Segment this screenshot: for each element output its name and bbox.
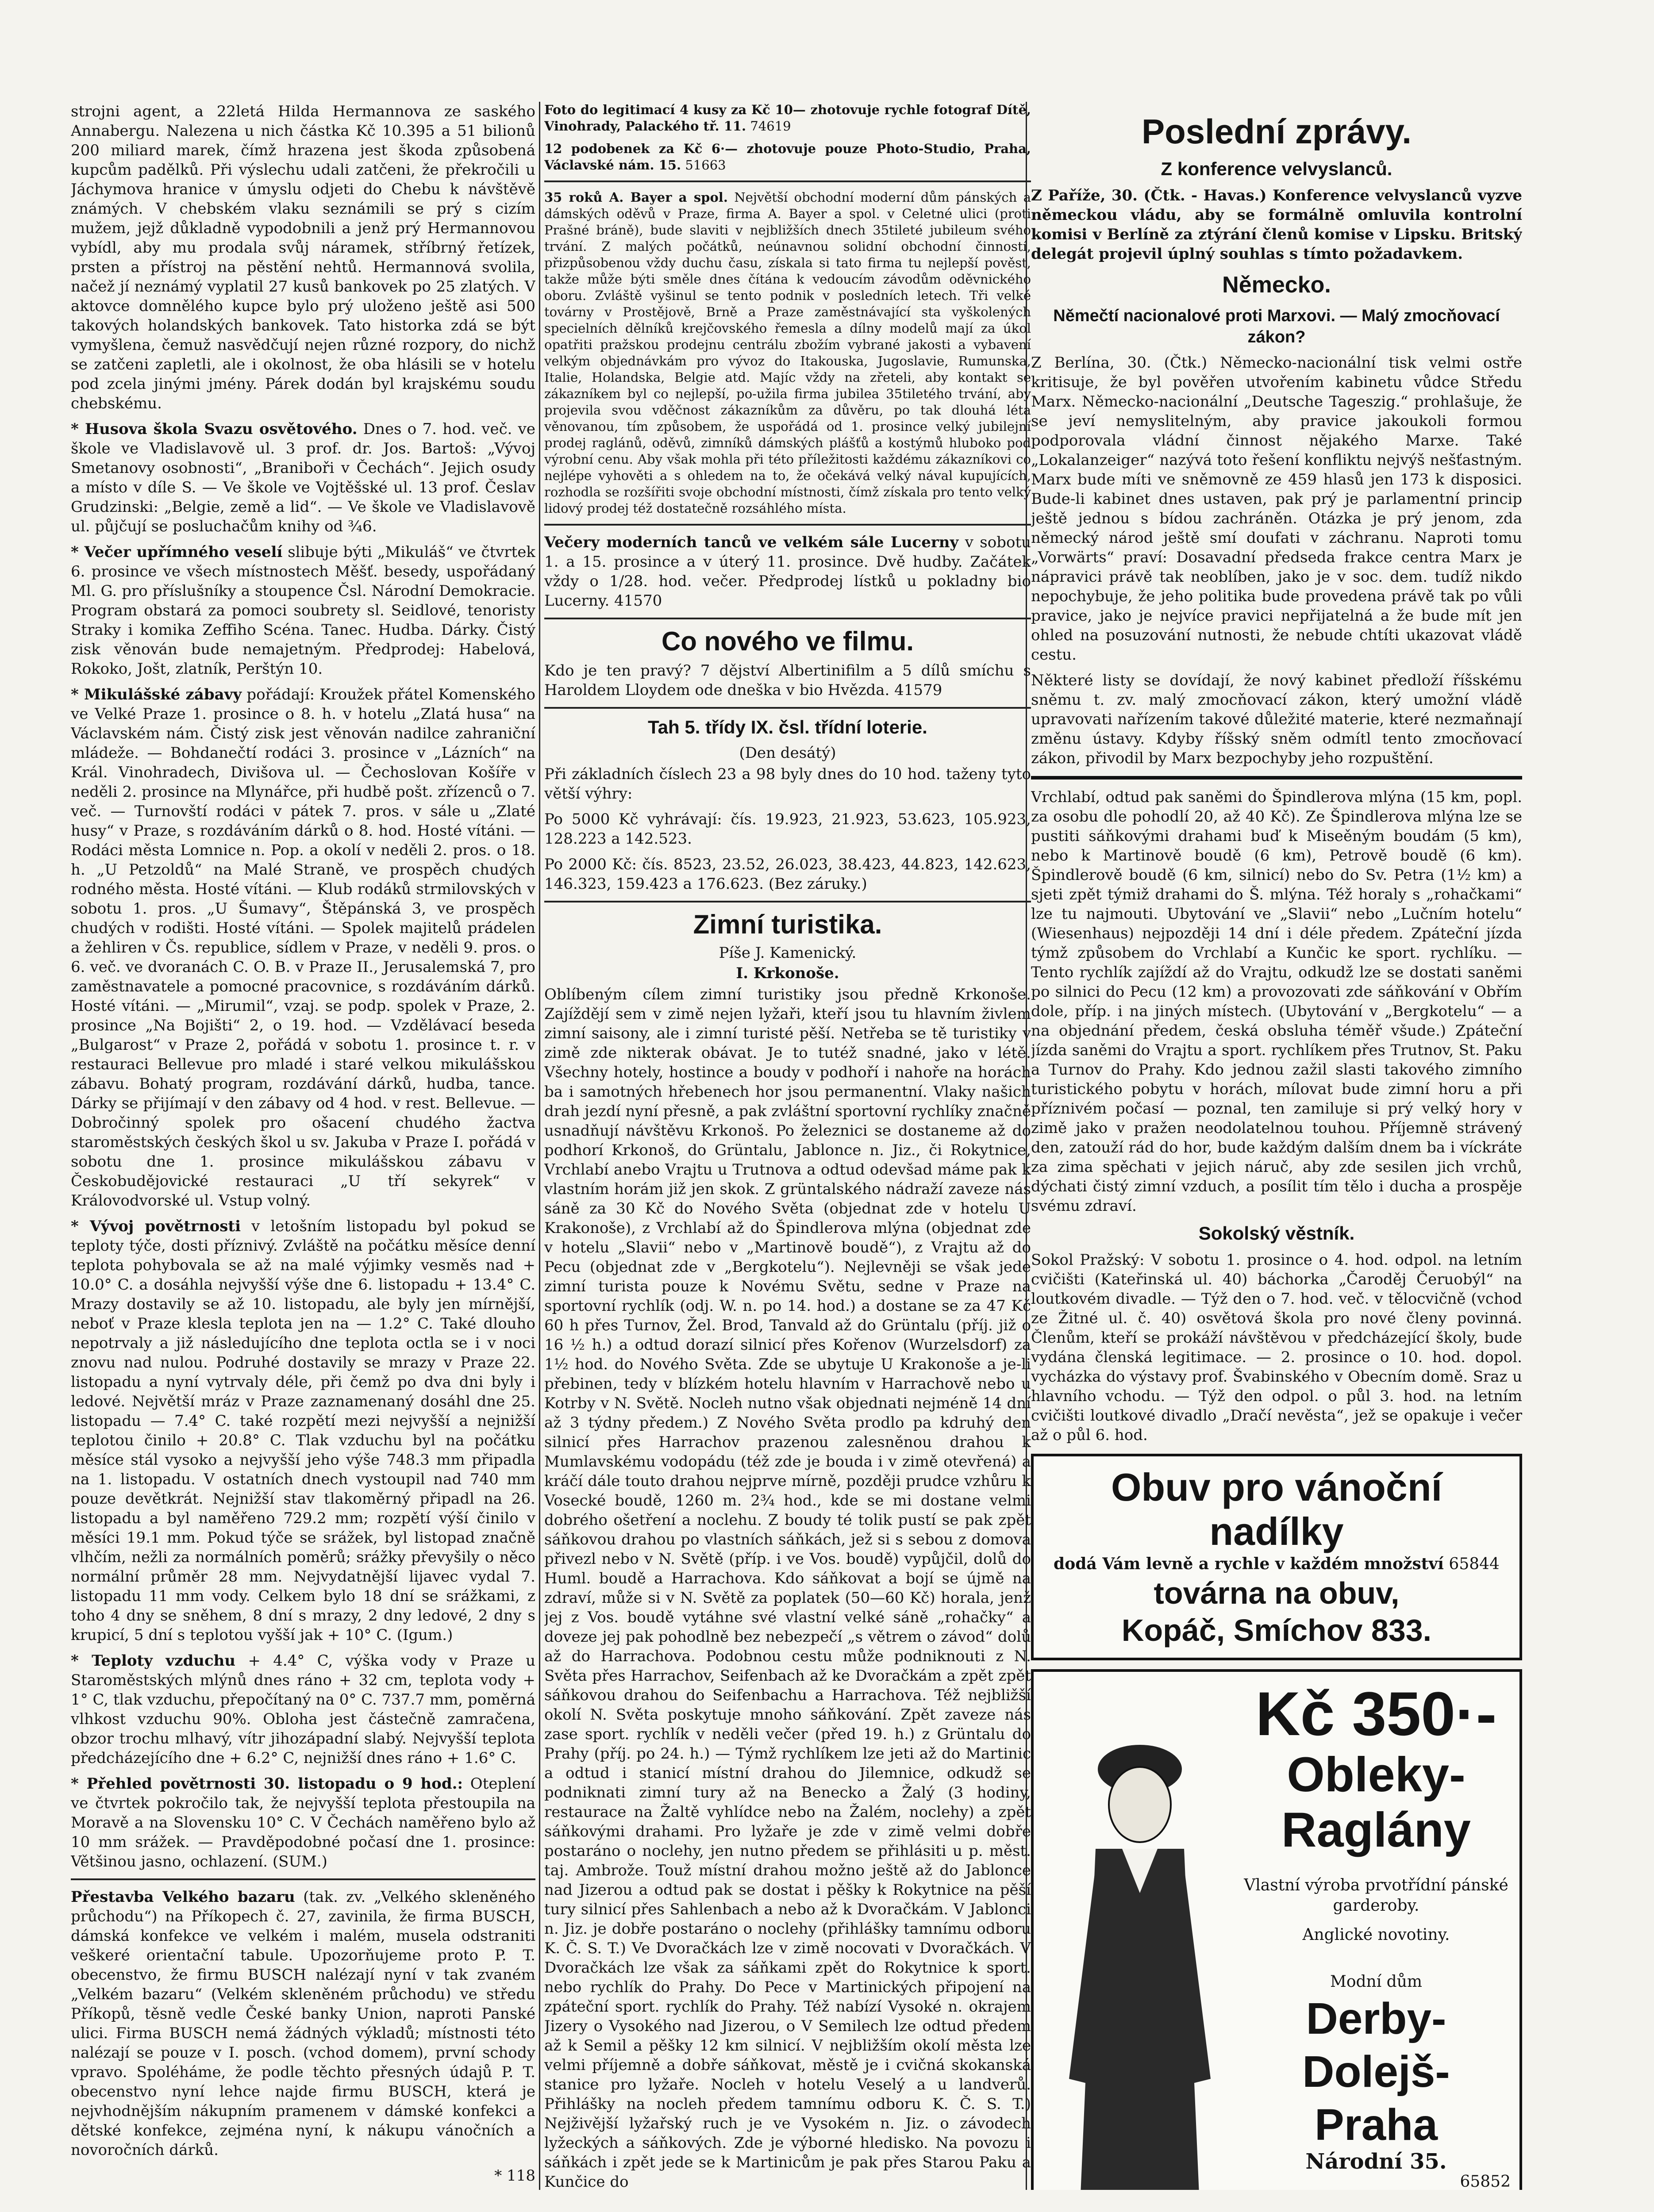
news-subheading: Němečtí nacionalové proti Marxovi. — Malý zmocňovací zákon? [1053,307,1500,346]
item-text: (tak. zv. „Velkého skleněného průchodu“) na Příkopech č. 27, zavinila, že firma BUSCH, dámská konfekce ve velkém i malém, musela odstraniti veškeré orientační tabule. Upozorňujeme proto P. T. obecenstvo, že firmu BUSCH nalézají nyní v tak zvaném „Velkém bazaru“ (Velkém skleněném průchodu) ve středu Příkopů, těsně vedle České banky Union, naproti Panské ulici. Firma BUSCH nemá žádných výkladů; místnosti této nalézají se pouze v I. posch. (vchod domem), první schody vpravo. Spoléháme, že podle těchto přesných údajů P. T. obecenstvo nyní lehce najde firmu BUSCH, která je nejvhodnějším nákupním pramenem v dámské konfekci a dětské konfekce, zejména nyní, k nákupu vánočních a novoročních dárků. [71,1888,535,2159]
ad-headline: Obuv pro vánoční nadílky [1111,1465,1442,1553]
item-heading: * Teploty vzduchu [71,1652,236,1670]
item-text: pořádají: Kroužek přátel Komenského ve Velké Praze 1. prosince o 8. h. v hotelu „Zlatá husa“ na Václavském nám. Čistý zisk jest věnován nadilce zahraniční mládeže. — Bohdanečtí rodáci 3. prosince v „Lázních“ na Král. Vinohradech, Divišova ul. — Čechoslovan Košíře v neděli 2. prosince na Mlynářce, při hudbě pošt. zřízenců o 7. več. — Turnovští rodáci v pátek 7. pros. v sále u „Zlaté husy“ v Praze, s rozdáváním dárků o 8. hod. Hosté vítáni. — Rodáci města Lomnice n. Pop. a okolí v neděli 2. pros. o 18. h. „U Petzoldů“ na Malé Straně, ve prospěch chudých rodného města. Hosté vítáni. — Klub rodáků strmilovských v sobotu 1. pros. „U Šumavy“, Štěpánská 3, ve prospěch chudých v rodišti. Hosté vítáni. — Spolek majitelů prádelen a žehliren v Čs. republice, sídlem v Praze, v neděli 9. pros. o 6. več. ve dvoranách C. O. B. v Praze II., Jerusalemská 7, pro zaměstnavatele a pomocné pracovnice, s rozdáváním dárků. Hosté vítáni. — „Mirumil“, vzaj. se podp. spolek v Praze, 2. prosince „Na Bojišti“ 2, o 19. hod. — Vzdělávací beseda „Bulgarost“ v Praze 2, pořádá v sobotu 1. prosince t. r. v restauraci Bellevue pro mladé i staré velkou mikulášskou zábavu. Bohatý program, rozdávání dárků, hudba, tance. Dárky se přijímají v den zábavy od 4 hod. v rest. Bellevue. — Dobročinný spolek pro ošacení chudého žactva staroměstských českých škol u sv. Jakuba v Praze I. pořádá v sobotu dne 1. prosince mikulášskou zábavu v Českobudějovické restauraci „U tří sekyrek“ v Královodvorské ul. Vstup volný. [71,686,535,1210]
ad-film [544,661,1031,700]
ad-address: Národní 35. [1305,2149,1447,2174]
item-heading: Přestavba Velkého bazaru [71,1888,295,1906]
ad-code: 41570 [614,592,662,610]
paragraph [71,542,535,679]
paragraph [71,1774,535,1871]
column-divider [539,102,540,2190]
ad-line: dodá Vám levně a rychle v každém množství [1054,1555,1444,1573]
paragraph [71,419,535,536]
divider [544,618,1031,619]
man-illustration [1042,1681,1233,2190]
paragraph: strojni agent, a 22letá Hilda Hermannova ze saského Annabergu. Nalezena u nich částka Kč 10.395 a 51 bilionů 200 miliard marek, čímž hrazena jest škoda způsobená kupcům padělků. Při výslechu udali zatčeni, že překročili u Jáchymova hranice v úmyslu odjeti do Chebu k návštěvě známých. V chebském vlaku seznámili se prý s cizím mužem, jejž důkladně vypodobnili a jenž prý Hermannovou vybídl, aby mu prodala svůj náramek, stříbrný řetízek, prsten a přístroj na pěstění nehtů. Hermannová svolila, načež jí neznámý vyplatil 27 kusů bankovek po 25 zlatých. V aktovce domnělého kupce bylo prý uloženo ještě asi 500 takových holandských bankovek. Tato historka zdá se být vymyšlena, čemuž nasvědčují nejen různé rozpory, do nichž se zatčeni zapletli, ale i okolnost, že oba hlásili se v hotelu pod zcela jinými jmény. Párek dodán byl krajskému soudu chebskému. [71,103,535,412]
ad-text: Kdo je ten pravý? 7 dějství Albertinifilm a 5 dílů smíchu s Haroldem Lloydem ode dneška v bio Hvězda. [544,662,1031,699]
ad-photo [544,102,1031,134]
article-continuation: Vrchlabí, odtud pak saněmi do Špindlerova mlýna (15 km, popl. za osobu dle pohodlí 20, až 40 Kč). Ze Špindlerova mlýna lze se pustiti sáňkovými drahami buď k Miseěným boudám (5 km), nebo k Martinově boudě (6 km), Petrově boudě (6 km). Špindlerově boudě (6 km, silnicí) nebo do Sv. Petra (1½ km) a sjeti zpět týmiž drahami do Š. mlýna. Též horaly s „rohačkami“ lze tu najmouti. Ubytování ve „Slavii“ nebo „Lučním hotelu“ (Wiesenhaus) nejpozději 14 dní i déle předem. Zpáteční jízda týmž způsobem do Vrchlabí a Kunčic ke sport. rychlíku. — Tento rychlík zajíždí až do Vrajtu, odkudž lze se dostati saněmi po silnici do Pecu (12 km) a provozovati zde sáňkování v Obřím dole, příp. i na jiných místech. (Ubytování v „Bergkotelu“ — a na objednání předem, česká obsluha téměř všude.) Zpáteční jízda saněmi do Vrajtu a sport. rychlíkem přes Trutnov, St. Paku a Turnov do Prahy. Kdo jednou zažil slasti takového zimního turistického pobytu v horách, mílovat bude zimní horu a při příznivém počasí — poznal, ten zamiluje si prý velký hory v zimě jako v pražen neodolatelnou touhou. Příjemně strávený den, zatouží rád do hor, bude každým dalším dnem ba i víckráte za zima spěchati v jejich náruč, aby zde sesilen jich vrchů, dýchati čistý zimní vzduch, a posílit tím tělo i ducha a prospěje svému zdraví. [1031,788,1522,1215]
lottery-text: Po 5000 Kč vyhrávají: čís. 19.923, 21.923, 53.623, 105.923, 128.223 a 142.523. [544,810,1031,848]
ad-line: Kopáč, Smíchov 833. [1121,1613,1432,1647]
sokol-heading: Sokolský věstník. [1198,1223,1355,1244]
ad-line: Anglické novotiny. [1302,1926,1450,1944]
ad-line: továrna na obuv, [1154,1576,1400,1610]
item-heading: * Večer upřímného veselí [71,543,283,561]
ad-code: 41579 [894,681,942,699]
paragraph [71,1651,535,1768]
news-heading: Německo. [1222,272,1331,298]
ad-heading: Večery moderních tanců ve velkém sále Lucerny [544,534,959,551]
item-heading: * Vývoj povětrnosti [71,1217,241,1235]
ad-shoes [1031,1454,1522,1660]
ad-line: Modní dům [1330,1973,1423,1991]
ad-bayer [544,189,1031,517]
divider [544,180,1031,182]
column-right [1031,102,1522,2190]
article-title: Zimní turistika. [693,910,882,939]
divider [1031,776,1522,780]
ad-code: * 118 [494,2167,535,2185]
article-subheading: I. Krkonoše. [736,964,839,982]
item-text: + 4.4° C, výška vody v Praze u Staroměstských mlýnů dnes ráno + 32 cm, teplota vody + 1° C, tlak vzduchu, přepočítaný na 0° C. 737.7 mm, poměrná vlhkost vzduchu 90%. Obloha jest částečně zamračena, obzor trochu mlhavý, vítr jihozápadní slabý. Nejvyšší teplota předcházejícího dne + 6.2° C, nejnižší dnes ráno + 1.6° C. [71,1652,535,1767]
ad-code: 65844 [1449,1555,1500,1573]
divider [71,1878,535,1880]
article-byline: Píše J. Kamenický. [719,944,857,962]
divider [544,901,1031,902]
paragraph [71,685,535,1210]
lottery-text: Při základních číslech 23 a 98 byly dnes do 10 hod. taženy tyto větší výhry: [544,765,1031,803]
column-left [71,102,535,2190]
news-heading: Z konference velvyslanců. [1161,158,1392,179]
ad-line: Vlastní výroba prvotřídní pánské garderoby. [1244,1876,1508,1915]
item-text: v letošním listopadu byl pokud se teploty týče, dosti příznivý. Zvláště na počátku měsíce denní teplota pohybovala se až na malé výjimky vesměs nad + 10.0° C. a dosáhla nejvyšší výše dne 6. listopadu + 13.4° C. Mrazy dostavily se až 10. listopadu, ale byly jen mírnější, neboť v Praze klesla teplota jen na — 1.2° C. Také dlouho nepotrvaly a již následujícího dne teplota octla se i v noci znovu nad nulou. Podruhé dostavily se mrazy v Praze 22. listopadu a nyní vytrvaly déle, při čemž po dva dni byly i ledové. Největší mráz v Praze zaznamenaný dosáhl dne 25. listopadu — 7.4° C. také rozpětí mezi nejvyšší a nejnižší teplotou činilo + 20.8° C. Tlak vzduchu byl na počátku měsíce stál vysoko a nejvyšší jeho výše 748.3 mm připadla na 1. listopadu. V ostatních dnech vystoupil nad 740 mm pouze devětkrát. Nejnižší stav tlakoměrný připadl na 26. listopadu a byl naměřeno 729.2 mm; rozpětí výší činilo v měsíci 19.1 mm. Pokud týče se srážek, byl listopad značně vlhčím, nežli za normálních poměrů; srážky převyšily o něco normální průměr 28 mm. Nejvydatnější lijavec vydal 7. listopadu 11 mm vody. Celkem bylo 18 dní se srážkami, z toho 4 dny se sněhem, 8 dní s mrazy, 2 dny ledové, 2 dny s krupicí, 5 dní s teplotou vyšší jak + 10° C. (Igum.) [71,1217,535,1644]
ad-clothing [1031,1669,1522,2190]
news-text: Z Paříže, 30. (Čtk. - Havas.) Konference velvyslanců vyzve německou vládu, aby se formálně omluvila kontrolní komisi v Berlíně za ztýrání členů komise v Lipsku. Britský delegát projevil úplný souhlas s tímto požadavkem. [1031,187,1522,263]
ad-text: Foto do legitimací 4 kusy za Kč 10— zhotovuje rychle fotograf Dítě, Vinohrady, Palackého tř. 11. [544,102,1031,134]
sokol-text: Sokol Pražský: V sobotu 1. prosince o 4. hod. odpol. na letním cvičišti (Kateřinská ul. 40) báchorka „Čaroděj Čeruobýl“ na loutkovém divadle. — Týž den o 7. hod. več. v tělocvičně (vchod ze Žitné ul. č. 40) osvětová škola pro nové členy povinná. Členům, kteří se prokáží návštěvou v předcházející školy, bude vydána členská legitimace. — 2. prosince o 10. hod. dopol. vycházka do výstavy prof. Švabinského v Obecním domě. Sraz u hlavního vchodu. — Týž den odpol. o půl 3. hod. na letním cvičišti loutkové divadlo „Dračí nevěsta“, jež se opakuje i večer až o půl 6. hod. [1031,1251,1522,1444]
ad-store-name: Derby-Dolejš-Praha [1302,1994,1450,2150]
ad-lucerna [544,533,1031,611]
paragraph [71,1887,535,2160]
ad-code: 65852 [1460,2173,1511,2190]
ad-clothing-text [1233,1681,1511,2190]
item-text: slibuje býti „Mikuláš“ ve čtvrtek 6. prosince ve všech místnostech Měšť. besedy, uspořádaný Ml. G. pro příslušníky a stoupence Čsl. Národní Demokracie. Program obstará za pomoci soubrety sl. Seidlové, tenoristy Straky i komika Zeffiho Scéna. Tanec. Hudba. Dárky. Čistý zisk věnován bude nemajetným. Předprodej: Habelová, Rokoko, Jošt, zlatník, Perštýn 10. [71,543,535,678]
item-heading: * Mikulášské zábavy [71,686,242,703]
ad-price: Kč 350·- [1255,1679,1497,1748]
paragraph [71,1217,535,1645]
column-middle [544,102,1031,2190]
divider [544,524,1031,526]
lottery-heading: Tah 5. třídy IX. čsl. třídní loterie. [648,717,927,737]
ad-code: 51663 [685,157,726,173]
ad-text: v sobotu 1. a 15. prosince a v úterý 11. prosince. Dvě hudby. Začátek vždy o 1/28. hod. večer. Předprodej lístků u pokladny bio Lucerny. [544,534,1031,610]
lottery-text: Po 2000 Kč: čís. 8523, 23.52, 26.023, 38.423, 44.823, 142.623, 146.323, 159.423 a 176.623. (Bez záruky.) [544,856,1031,893]
ad-text [1042,1554,1511,1575]
item-text: Dnes o 7. hod. več. ve škole ve Vladislavově ul. 3 prof. dr. Jos. Bartoš: „Vývoj Smetanovy osobnosti“, „Braniboři v Čechách“. Jejich osudy a místo v díle S. — Ve škole ve Vojtěšské ul. 13 prof. Česlav Grudzinski: „Belgie, země a lid“. — Ve škole ve Vladislavově ul. půjčují se posluchačům knihy od ¾6. [71,420,535,535]
lottery-subheading: (Den desátý) [739,744,836,762]
article-body: Oblíbeným cílem zimní turistiky jsou předně Krkonoše. Zajíždějí sem v zimě nejen lyžaři, kteří jsou tu hlavním živlem zimní saisony, ale i zimní turisté pěší. Netřeba se tě turistiky v zimě zde nikterak obávat. Je to tutéž snadné, jako v létě. Všechny hotely, hostince a boudy v podhoří i nahoře na horách ba i samotných hřebenech hor jsou permanentní. Vlaky našich drah jezdí nyní přesně, a pak zvláštní sportovní rychlíky značně usnadňují návštěvu Krkonoš. Po železnici se dostaneme až do podhorí Krkonoš, do Grüntalu, Jablonce n. Jiz., či Rokytnice, Vrchlabí anebo Vrajtu u Trutnova a odtud odevšad máme pak k vlastním horám již jen skok. Z grüntalského nádraží zaveze nás sáně za 30 Kč do Nového Světa (objednat zde v hotelu U Krakonoše), z Vrchlabí až do Špindlerova mlýna (objednat zde v hotelu „Slavii“ nebo v „Martinově boudě“), z Vrajtu až do Pecu (objednat zde v „Bergkotelu“). Nejlevněji se však jede zimní turista pouze k Novému Světu, sedne v Praze na sportovní rychlík (odj. W. n. po 14. hod.) a dostane se za 47 Kč 60 h přes Turnov, Žel. Brod, Tanvald až do Grüntalu (příj. již o 16 ½ h.) a odtud dorazí silnicí přes Kořenov (Wurzelsdorf) za 1½ hod. do Nového Světa. Zde se ubytuje U Krakonoše a je-li přebinen, tedy v blízkém hotelu hlavním v Harrachově nebo u Kotrby v N. Světě. Nocleh nutno však objednati nejméně 14 dní až 3 týdny předem.) Z Nového Světa prodlo pa kdruhý den silnicí přes Harrachov prazenou zalesněnou drahou k Mumlavskému vodopádu (též zde je bouda i v zimě otevřená) a kráčí dále touto drahou nejprve mírně, později prudce vzhůru k Vosecké boudě, 1260 m. 2¾ hod., kde se mi dostane velmi dobrého ošetření a noclehu. Z boudy té tolik pustí se pak zpět sáňkovou drahou po vlastních sáňkách, jež si s sebou z domova přivezl nebo v N. Světě (příp. i ve Vos. boudě) vypůjčil, dolů do Huml. boudě a Harrachova. Kdo sáňkovat a bojí se újmě na zdraví, může si v N. Světě za poplatek (50—60 Kč) horala, jenž jej z Vos. boudě vytáhne své vlastní velké sáně „rohačky“ a doveze jej pak pohodlně bez nebezpečí „s větrem o závod“ dolů až do Harrachova. Podobnou cestu může podniknouti z N. Světa přes Harrachov, Seifenbach až ke Dvoračkám a zpět zpět sáňkovou drahou do Seifenbachu a Harrachova. Též nejbližší okolí N. Světa poskytuje mnoho sáňkování. Zpět zaveze nás zase sport. rychlík v neděli večer (před 19. h.) z Grüntalu do Prahy (příj. po 24. h.) — Týmž rychlíkem lze jeti až do Martinic a odtud i stanicí místní drahou do Jilemnice, odkudž se podniknati zimní tury až na Benecko a Žalý (3 hodiny, restaurace na Žaltě vyhlídce nebo na Žalém, noclehy) a zpět sáňkovými drahami. Pro lyžaře je zde v zimě velmi dobře postaráno o noclehy, jen nutno předem se přihlásiti u p. měst. taj. Ambrože. Touž místní drahou možno ještě až do Jablonce nad Jizerou a odtud pak se dostat i pěšky k Rokytnice na pěší tury silnicí přes Sahlenbach a nebo až k Dvoračkám. V Jablonci n. Jiz. je dobře postaráno o noclehy (přihlášky tamnímu odboru K. Č. S. T.) Ve Dvoračkách lze v zimě nocovati v Dvoračkách. V Dvoračkách lze však za sáňkami zpět do Rokytnice k sport. nebo rychlík do Prahy. Do Pece v Martinických připojení na zpáteční sport. rychlík do Prahy. Též nabízí Vysoké n. okrajem Jizery o Vysokého nad Jizerou, o V Semilech lze odtud předem až k Semil a pěšky 12 km silnicí. V nejbližším okolí města lze velmi příjemně a dobře sáňkovat, městě je i cvičná skokanská stanice pro lyžaře. Nocleh v hotelu Veselý a u landverů. Přihlášky na nocleh předem tamnímu odboru K. Č. S. T.) Nejživější lyžařský ruch je ve Vysokém n. Jiz. o závodech lyžeckých a sáňkových. Zde je výborné hledisko. Na povozu i sáňkách i zpět jede se k Martinicům je pak přes Starou Paku a Kunčice do [544,986,1031,2190]
man-figure-icon [1042,1681,1233,2190]
news-text: Z Berlína, 30. (Čtk.) Německo-nacionální tisk velmi ostře kritisuje, že byl pověřen utvořením kabinetu vůdce Středu Marx. Německo-nacionální „Deutsche Tageszig.“ prohlašuje, že se jeví nemyslitelným, aby pravice jakoukoli formou podporovala vládní činnost nějakého Marxe. Také „Lokalanzeiger“ nazývá toto řešení konfliktu nejvýš nešťastným. Marx bude míti ve sněmovně ze 459 hlasů jen 173 k disposici. Bude-li kabinet dnes ustaven, pak prý je parlamentní princip ještě jednou s bídou zachráněn. Otázka je prý jenom, zda německý národ ještě smí doufati v záchranu. Naproti tomu „Vorwärts“ praví: Dosavadní předseda frakce centra Marx je nápravici právě tak neoblíben, jako je v soc. dem. tudíž nikdo nepochybuje, že jeho politika bude provedena právě tak po vůli pravice, jako je nejvíce pravici nepřijatelná a že bude mít jen ohled na posuzování nutnosti, že nebude chtíti ukazovat vládě cestu. [1031,354,1522,664]
film-heading: Co nového ve filmu. [661,626,914,656]
divider [544,707,1031,709]
ad-text: 12 podobenek za Kč 6·— zhotovuje pouze Photo-Studio, Praha, Václavské nám. 15. [544,141,1031,173]
ad-code: 74619 [750,119,791,134]
news-text: Některé listy se dovídají, že nový kabinet předloží říšskému sněmu t. zv. malý zmocňovací zákon, který umožní vládě upravovati nařízením takové důležité materie, které nezmaňnají změnu ústavy. Kdyby říšský sněm odmítl tento zmocňovací zákon, přivodil by Marx bezpochyby jeho rozpuštění. [1031,672,1522,767]
item-heading: * Přehled povětrnosti 30. listopadu o 9 hod.: [71,1775,463,1793]
ad-photo [544,141,1031,173]
item-heading: * Husova škola Svazu osvětového. [71,420,358,438]
news-section-heading: Poslední zprávy. [1142,112,1412,151]
ad-text: Největší obchodní moderní dům pánských a dámských oděvů v Praze, firma A. Bayer a spol. v Celetné ulici (proti Prašné bráně), bude slaviti v nejbližších dnech 35tileté jubileum svého trvání. Z malých počátků, neúnavnou solidní obchodní činností, přizpůsobenou vždy duchu času, získala si tato firma tu nejlepší pověst, takže může býti směle dnes čítána k vedoucím závodům oděvnického oboru. Zvláště vyšinul se tento podnik v posledních letech. Tři velké továrny v Prostějově, Brně a Praze zaměstnávající sta vyškolených specielních dělníků krejčovského řemesla a dílny modelů mají za úkol opatřiti pražskou prodejnu centrálu zbožím vybrané jakosti a vybavení velkým objednávkám pro vývoz do Itakouska, Jugoslavie, Rumunska, Italie, Holandska, Belgie atd. Majíc vždy na zřeteli, aby kontakt se zákazníkem byl co nejlepší, po-užila firma jubilea 35tiletého trvání, aby projevila svou vděčnost zákazníkům za důvěru, po tak dlouhá léta věnovanou, tím způsobem, že uspořádá od 1. prosince velký jubilejní prodej raglánů, oděvů, zimníků dámských plášťů a kostýmů hluboko pod výrobní cenu. Aby však mohla při této příležitosti každému zákazníkovi co nejlépe vyhověti a s ohledem na to, že očekává velký nával kupujících, rozhodla se rozšířiti svoje obchodní místnosti, čímž získala pro tento velký lidový prodej též dostatečně rozsáhlého místa. [544,190,1031,516]
ad-headline: Obleky-Raglány [1281,1747,1471,1857]
item-text: Oteplení ve čtvrtek pokročilo tak, že nejvyšší teplota přestoupila na Moravě a na Slovensku 10° C. V Čechách naměřeno bylo až 10 mm srážek. — Pravděpodobné počasí dne 1. prosince: Většinou jasno, ochlazení. (SUM.) [71,1775,535,1870]
ad-heading: 35 roků A. Bayer a spol. [544,190,728,205]
